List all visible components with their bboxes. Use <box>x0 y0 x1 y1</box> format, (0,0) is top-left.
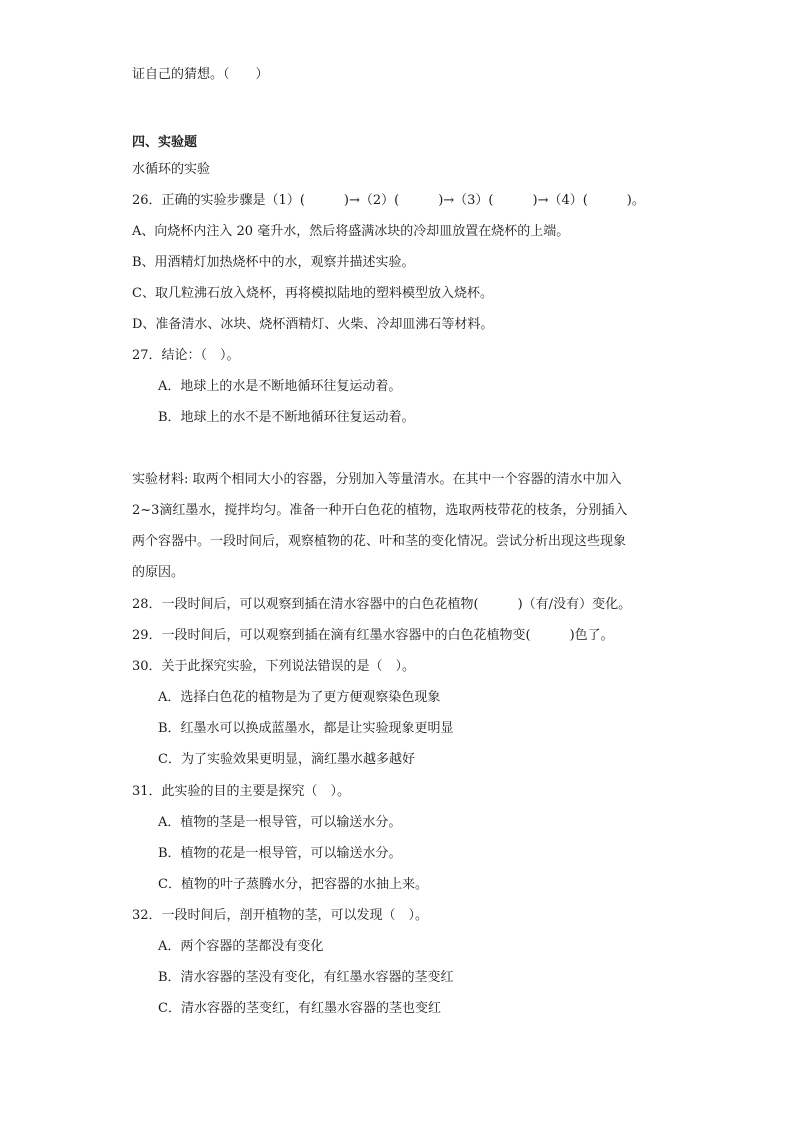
question-31-stem: 31．此实验的目的主要是探究（ ）。 <box>132 784 351 799</box>
question-31-option-c: C．植物的叶子蒸腾水分，把容器的水抽上来。 <box>158 877 428 892</box>
question-32-option-b: B．清水容器的茎没有变化，有红墨水容器的茎变红 <box>158 970 454 985</box>
question-26-stem: 26．正确的实验步骤是（1）( )→（2）( )→（3）( )→（4）( )。 <box>132 193 645 208</box>
question-26-option-b: B、用酒精灯加热烧杯中的水，观察并描述实验。 <box>132 255 415 270</box>
question-26-option-d: D、准备清水、冰块、烧杯酒精灯、火柴、冷却皿沸石等材料。 <box>132 317 494 332</box>
question-32-option-a: A．两个容器的茎都没有变化 <box>158 939 324 954</box>
question-26-option-a: A、向烧杯内注入 20 毫升水，然后将盛满冰块的冷却皿放置在烧杯的上端。 <box>132 224 570 239</box>
question-32-option-c: C．清水容器的茎变红，有红墨水容器的茎也变红 <box>158 1001 441 1016</box>
question-30-option-b: B．红墨水可以换成蓝墨水，都是让实验现象更明显 <box>158 721 454 736</box>
material-line-4: 的原因。 <box>132 565 185 580</box>
question-27-stem: 27．结论：（ ）。 <box>132 348 240 363</box>
question-32-stem: 32．一段时间后，剖开植物的茎，可以发现（ ）。 <box>132 908 429 923</box>
question-26-option-c: C、取几粒沸石放入烧杯，再将模拟陆地的塑料模型放入烧杯。 <box>132 286 493 301</box>
question-29-stem: 29．一段时间后，可以观察到插在滴有红墨水容器中的白色花植物变( )色了。 <box>132 628 614 643</box>
question-27-option-a: A．地球上的水是不断地循环往复运动着。 <box>158 379 402 394</box>
question-27-option-b: B．地球上的水不是不断地循环往复运动着。 <box>158 410 415 425</box>
material-line-1: 实验材料: 取两个相同大小的容器，分别加入等量清水。在其中一个容器的清水中加入 <box>132 472 622 487</box>
question-30-option-c: C．为了实验效果更明显，滴红墨水越多越好 <box>158 752 415 767</box>
section-heading: 四、实验题 <box>132 135 198 150</box>
question-31-option-a: A．植物的茎是一根导管，可以输送水分。 <box>158 815 402 830</box>
question-28-stem: 28．一段时间后，可以观察到插在清水容器中的白色花植物( )（有/没有）变化。 <box>132 597 632 612</box>
question-tail-text: 证自己的猜想。（ ） <box>132 67 269 82</box>
material-line-3: 两个容器中。一段时间后，观察植物的花、叶和茎的变化情况。尝试分析出现这些现象 <box>132 534 627 549</box>
question-30-stem: 30．关于此探究实验，下列说法错误的是（ ）。 <box>132 659 416 674</box>
question-31-option-b: B．植物的花是一根导管，可以输送水分。 <box>158 846 402 861</box>
material-line-2: 2~3滴红墨水，搅拌均匀。准备一种开白色花的植物，选取两枝带花的枝条，分别插入 <box>132 503 628 518</box>
question-30-option-a: A．选择白色花的植物是为了更方便观察染色现象 <box>158 690 441 705</box>
section-subheading: 水循环的实验 <box>132 162 211 177</box>
